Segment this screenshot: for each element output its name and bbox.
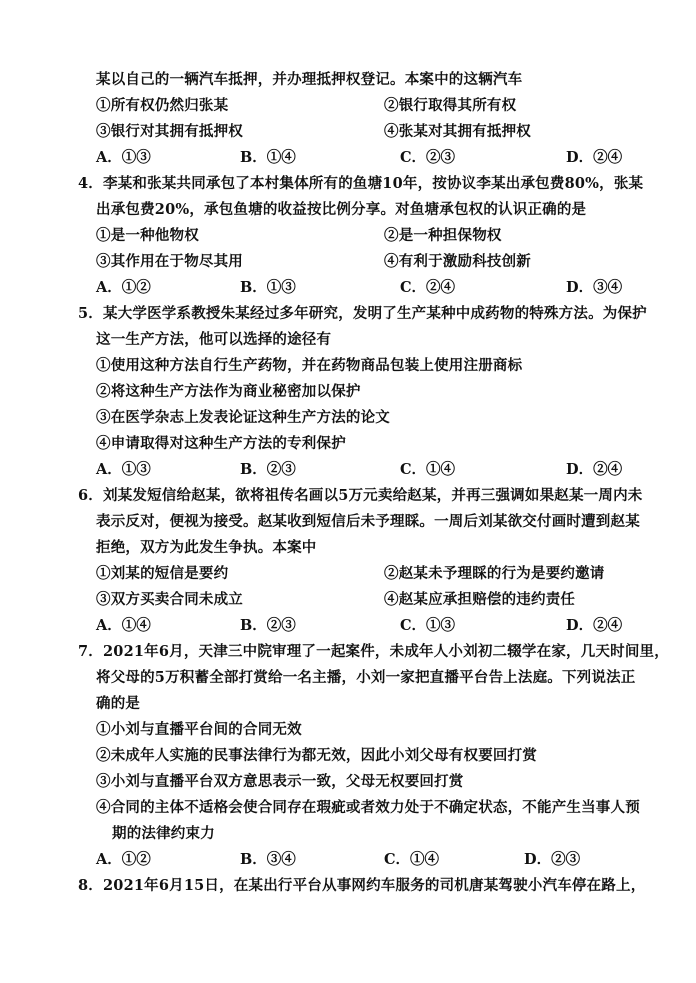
text-line: 6．刘某发短信给赵某，欲将祖传名画以5万元卖给赵某，并再三强调如果赵某一周内未 xyxy=(78,487,643,504)
answer-option: A．①③ xyxy=(96,149,151,166)
answer-option: D．②④ xyxy=(566,149,623,166)
text-line: 8．2021年6月15日，在某出行平台从事网约车服务的司机唐某驾驶小汽车停在路上， xyxy=(78,877,646,894)
answer-option: D．②④ xyxy=(566,461,623,478)
text-line: ②银行取得其所有权 xyxy=(384,97,517,114)
text-line: ③双方买卖合同未成立 xyxy=(96,591,243,608)
answer-option: B．①④ xyxy=(240,149,296,166)
answer-option: B．①③ xyxy=(240,279,296,296)
answer-option: B．②③ xyxy=(240,461,296,478)
answer-option: C．①③ xyxy=(400,617,456,634)
answer-option: D．②④ xyxy=(566,617,623,634)
answer-option: A．①② xyxy=(96,279,151,296)
answer-option: A．①② xyxy=(96,851,151,868)
text-line: ③银行对其拥有抵押权 xyxy=(96,123,243,140)
text-line: ④合同的主体不适格会使合同存在瑕疵或者效力处于不确定状态，不能产生当事人预 xyxy=(96,799,640,816)
text-line: ②将这种生产方法作为商业秘密加以保护 xyxy=(96,383,361,400)
text-line: 5．某大学医学系教授朱某经过多年研究，发明了生产某种中成药物的特殊方法。为保护 xyxy=(78,305,647,322)
text-line: ④申请取得对这种生产方法的专利保护 xyxy=(96,435,346,452)
answer-option: D．②③ xyxy=(524,851,581,868)
answer-option: A．①③ xyxy=(96,461,151,478)
text-line: ③小刘与直播平台双方意思表示一致，父母无权要回打赏 xyxy=(96,773,464,790)
answer-option: C．②④ xyxy=(400,279,456,296)
text-line: 将父母的5万积蓄全部打赏给一名主播，小刘一家把直播平台告上法庭。下列说法正 xyxy=(96,669,636,686)
text-line: 期的法律约束力 xyxy=(112,825,215,842)
answer-option: C．①④ xyxy=(384,851,440,868)
text-line: ②赵某未予理睬的行为是要约邀请 xyxy=(384,565,605,582)
text-line: ①小刘与直播平台间的合同无效 xyxy=(96,721,302,738)
text-line: ①所有权仍然归张某 xyxy=(96,97,229,114)
text-line: ④赵某应承担赔偿的违约责任 xyxy=(384,591,576,608)
text-line: 出承包费20%，承包鱼塘的收益按比例分享。对鱼塘承包权的认识正确的是 xyxy=(96,201,587,218)
answer-option: C．①④ xyxy=(400,461,456,478)
text-line: 4．李某和张某共同承包了本村集体所有的鱼塘10年，按协议李某出承包费80%，张某 xyxy=(78,175,644,192)
text-line: ④有利于激励科技创新 xyxy=(384,253,531,270)
text-line: ④张某对其拥有抵押权 xyxy=(384,123,531,140)
text-line: ①刘某的短信是要约 xyxy=(96,565,229,582)
text-line: 确的是 xyxy=(96,695,141,712)
text-line: 7．2021年6月，天津三中院审理了一起案件，未成年人小刘初二辍学在家，几天时间里， xyxy=(78,643,669,660)
text-line: 表示反对，便视为接受。赵某收到短信后未予理睬。一周后刘某欲交付画时遭到赵某 xyxy=(96,513,640,530)
text-line: 这一生产方法，他可以选择的途径有 xyxy=(96,331,332,348)
text-line: ①使用这种方法自行生产药物，并在药物商品包装上使用注册商标 xyxy=(96,357,523,374)
text-line: 某以自己的一辆汽车抵押，并办理抵押权登记。本案中的这辆汽车 xyxy=(96,71,523,88)
answer-option: A．①④ xyxy=(96,617,151,634)
answer-option: B．②③ xyxy=(240,617,296,634)
answer-option: C．②③ xyxy=(400,149,456,166)
text-line: ②未成年人实施的民事法律行为都无效，因此小刘父母有权要回打赏 xyxy=(96,747,537,764)
text-line: ③在医学杂志上发表论证这种生产方法的论文 xyxy=(96,409,390,426)
text-line: ②是一种担保物权 xyxy=(384,227,502,244)
answer-option: B．③④ xyxy=(240,851,296,868)
text-line: ①是一种他物权 xyxy=(96,227,199,244)
text-line: ③其作用在于物尽其用 xyxy=(96,253,243,270)
answer-option: D．③④ xyxy=(566,279,623,296)
text-line: 拒绝，双方为此发生争执。本案中 xyxy=(96,539,317,556)
